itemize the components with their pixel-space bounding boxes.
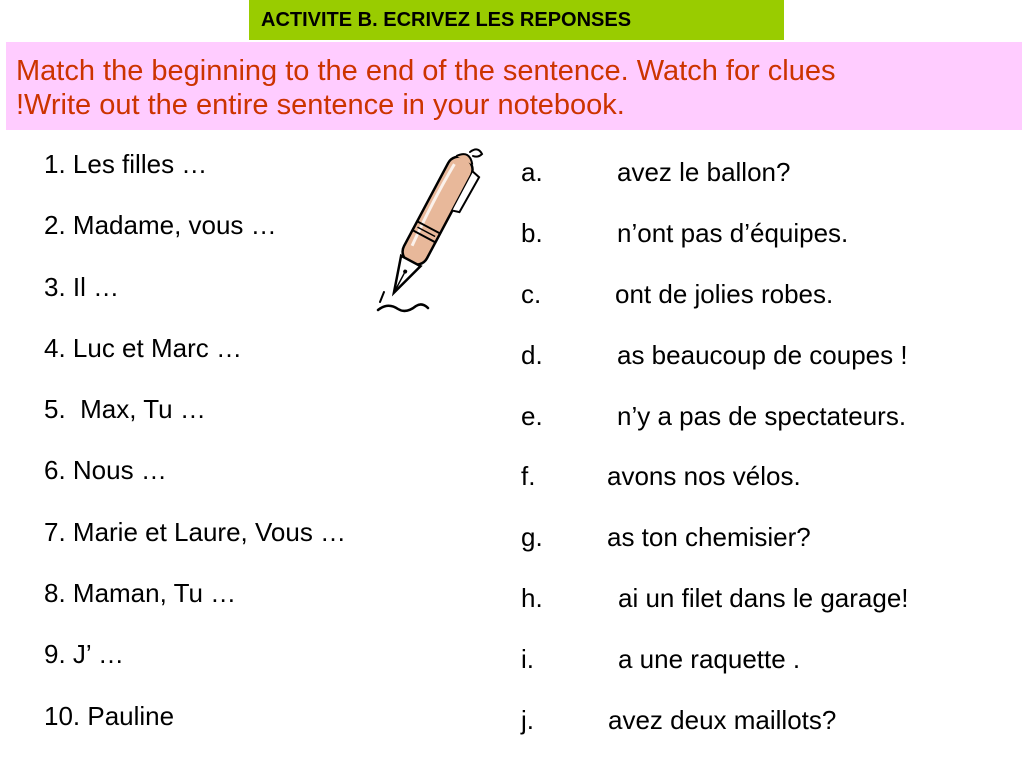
ending-text: n’ont pas d’équipes. [617, 217, 849, 248]
ending-text: avons nos vélos. [607, 461, 801, 492]
ending-letter: e. [521, 400, 543, 431]
sentence-beginning: 5. Max, Tu … [44, 394, 206, 425]
sentence-beginning: 9. J’ … [44, 639, 124, 670]
ending-text: avez le ballon? [617, 157, 791, 187]
ending-letter: f. [521, 461, 536, 492]
instructions-line-1: Match the beginning to the end of the sentence. Watch for clues [16, 55, 836, 87]
sentence-beginning: 1. Les filles … [44, 149, 208, 179]
ending-text: as beaucoup de coupes ! [617, 339, 908, 370]
ending-text: a une raquette . [618, 644, 801, 675]
ending-letter: d. [521, 339, 543, 370]
sentence-beginning: 3. Il … [44, 271, 120, 302]
instructions-line-2: !Write out the entire sentence in your notebook. [16, 89, 625, 121]
sentence-beginnings-list [44, 146, 346, 759]
ending-text: ont de jolies robes. [615, 278, 834, 309]
ending-letter: b. [521, 217, 543, 248]
ending-text: ai un filet dans le garage! [618, 583, 909, 614]
ending-letter: a. [521, 157, 543, 187]
instructions-box [6, 42, 1022, 130]
activity-title: ACTIVITE B. ECRIVEZ LES REPONSES [261, 9, 632, 31]
sentence-beginning: 10. Pauline [44, 700, 175, 731]
ending-text: avez deux maillots? [608, 705, 837, 736]
ending-letter: c. [521, 278, 542, 309]
activity-title-banner [249, 0, 784, 40]
sentence-beginning: 4. Luc et Marc … [44, 332, 242, 363]
ending-text: as ton chemisier? [607, 522, 811, 553]
pen-icon [370, 142, 495, 317]
ending-text: n’y a pas de spectateurs. [617, 400, 907, 431]
sentence-beginning: 8. Maman, Tu … [44, 578, 237, 609]
ending-letter: h. [521, 583, 543, 614]
ending-letter: j. [521, 705, 534, 736]
sentence-beginning: 7. Marie et Laure, Vous … [44, 516, 347, 547]
ending-letter: g. [521, 522, 543, 553]
sentence-beginning: 2. Madame, vous … [44, 210, 277, 241]
ending-letter: i. [521, 644, 534, 675]
sentence-beginning: 6. Nous … [44, 455, 167, 486]
